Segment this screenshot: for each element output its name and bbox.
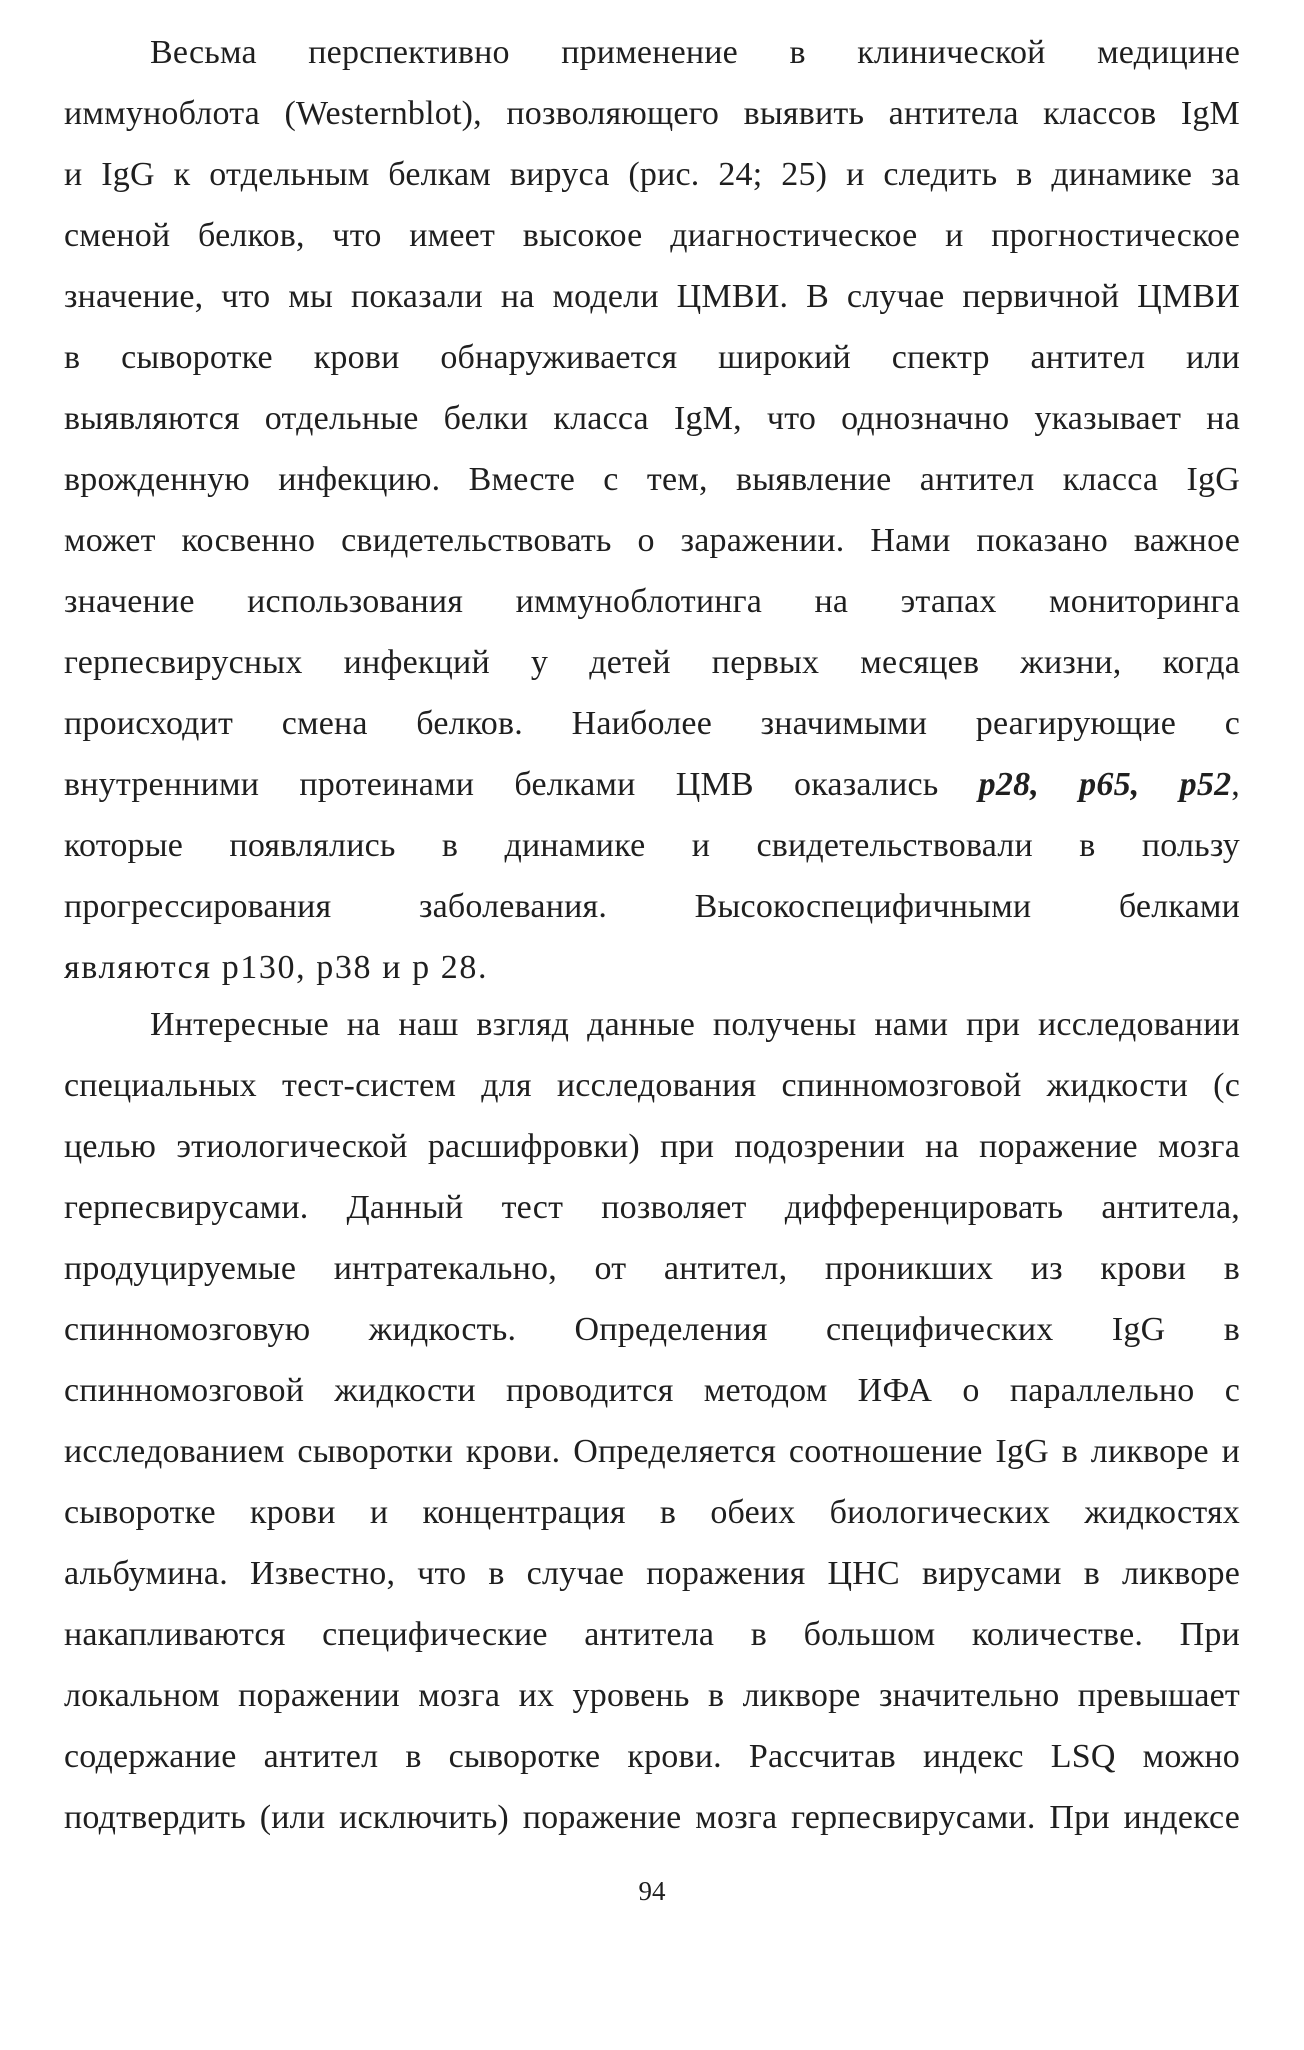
- text-line: выявляются отдельные белки класса IgM, что однозначно указывает на: [64, 400, 1240, 437]
- page-number: 94: [638, 1876, 666, 1906]
- text-line: значение, что мы показали на модели ЦМВИ. В случае первичной ЦМВИ: [64, 278, 1240, 315]
- text-line: сменой белков, что имеет высокое диагностическое и прогностическое: [64, 217, 1240, 254]
- text-line: спинномозговую жидкость. Определения специфических IgG в: [64, 1311, 1240, 1348]
- paragraph-immunoblot: [64, 22, 1240, 998]
- text-line: Весьма перспективно применение в клинической медицине: [150, 34, 1240, 71]
- text-line: являются p130, p38 и p 28.: [64, 949, 489, 986]
- text-line: альбумина. Известно, что в случае поражения ЦНС вирусами в ликворе: [64, 1555, 1240, 1592]
- protein-list-emphasis: p28, p65, p52: [978, 766, 1232, 803]
- text-line: целью этиологической расшифровки) при подозрении на поражение мозга: [64, 1128, 1240, 1165]
- text-line-with-emphasis: [64, 754, 1240, 815]
- text-line: происходит смена белков. Наиболее значимыми реагирующие с: [64, 705, 1240, 742]
- text-line: сыворотке крови и концентрация в обеих биологических жидкостях: [64, 1494, 1240, 1531]
- text-line: локальном поражении мозга их уровень в ликворе значительно превышает: [64, 1677, 1240, 1714]
- text-line: продуцируемые интратекально, от антител, проникших из крови в: [64, 1250, 1240, 1287]
- text-line: подтвердить (или исключить) поражение мозга герпесвирусами. При индексе: [64, 1799, 1240, 1836]
- text-line: спинномозговой жидкости проводится методом ИФА о параллельно с: [64, 1372, 1240, 1409]
- text-line: исследованием сыворотки крови. Определяется соотношение IgG в ликворе и: [64, 1433, 1240, 1470]
- text-line: содержание антител в сыворотке крови. Рассчитав индекс LSQ можно: [64, 1738, 1240, 1775]
- text-line: Интересные на наш взгляд данные получены нами при исследовании: [150, 1006, 1240, 1043]
- text-line: накапливаются специфические антитела в большом количестве. При: [64, 1616, 1240, 1653]
- text-line: специальных тест-систем для исследования спинномозговой жидкости (с: [64, 1067, 1240, 1104]
- paragraph-csf-testing: [64, 994, 1240, 1848]
- text-line: которые появлялись в динамике и свидетельствовали в пользу: [64, 827, 1240, 864]
- text-segment: ,: [1231, 766, 1240, 803]
- text-line: герпесвирусами. Данный тест позволяет дифференцировать антитела,: [64, 1189, 1240, 1226]
- text-line: и IgG к отдельным белкам вируса (рис. 24; 25) и следить в динамике за: [64, 156, 1240, 193]
- text-line: значение использования иммуноблотинга на этапах мониторинга: [64, 583, 1240, 620]
- text-line: в сыворотке крови обнаруживается широкий спектр антител или: [64, 339, 1240, 376]
- text-line: иммуноблота (Westernblot), позволяющего выявить антитела классов IgM: [64, 95, 1240, 132]
- text-segment: внутренними протеинами белками ЦМВ оказались: [64, 766, 979, 803]
- text-line: может косвенно свидетельствовать о заражении. Нами показано важное: [64, 522, 1240, 559]
- text-line: врожденную инфекцию. Вместе с тем, выявление антител класса IgG: [64, 461, 1240, 498]
- text-line: герпесвирусных инфекций у детей первых месяцев жизни, когда: [64, 644, 1240, 681]
- text-line: прогрессирования заболевания. Высокоспецифичными белками: [64, 888, 1240, 925]
